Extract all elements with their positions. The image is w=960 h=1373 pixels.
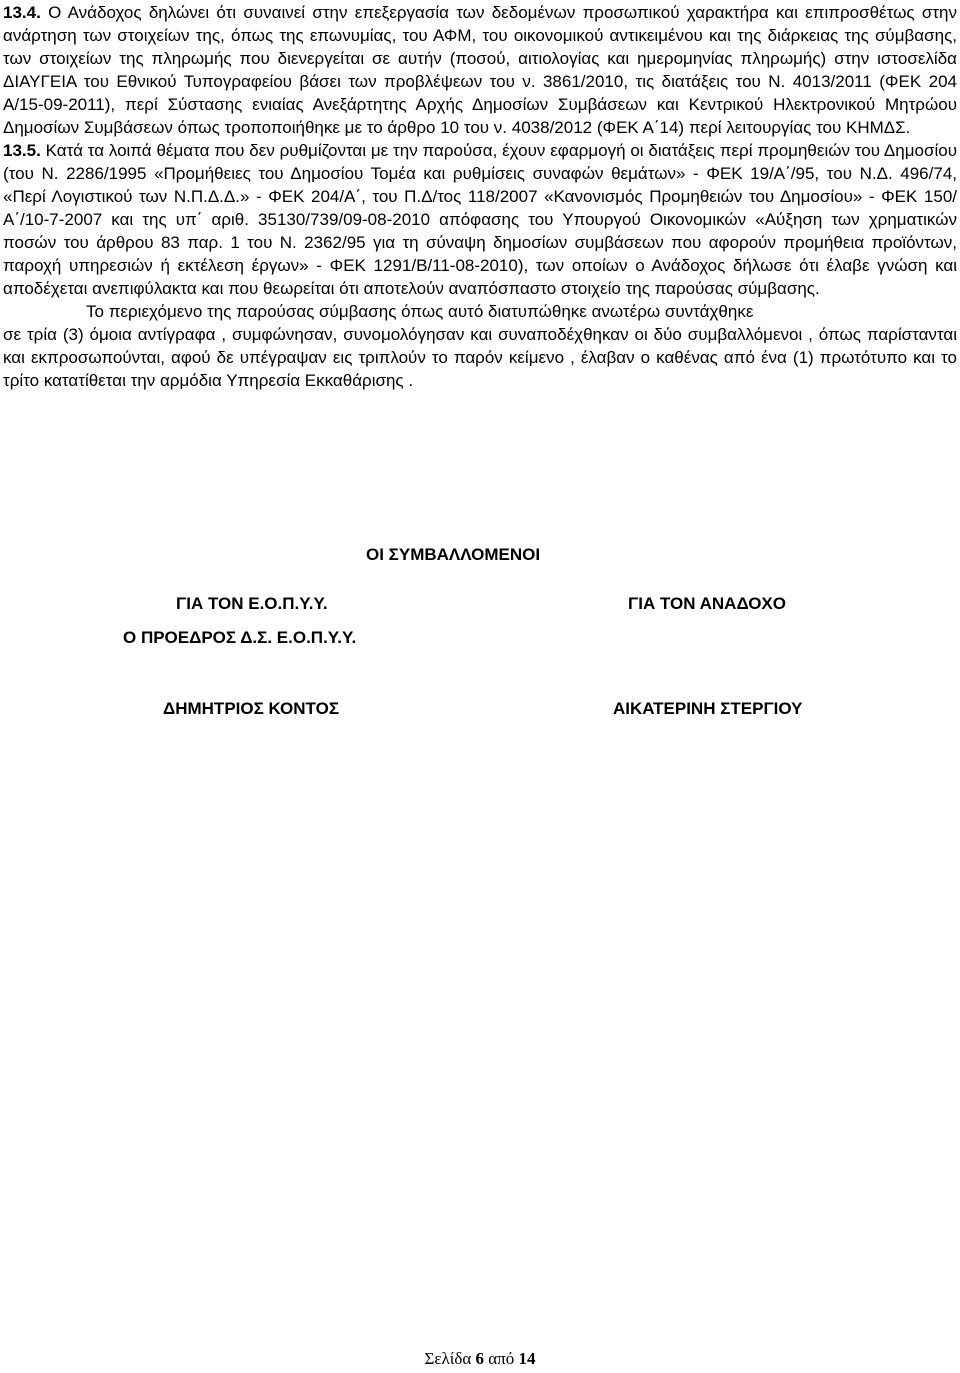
section-13-5 bbox=[3, 140, 957, 300]
left-role: Ο ΠΡΟΕΔΡΟΣ Δ.Σ. Ε.Ο.Π.Υ.Υ. bbox=[123, 628, 357, 647]
footer-of: από bbox=[488, 1349, 515, 1368]
page-footer bbox=[0, 1349, 960, 1369]
left-party: ΓΙΑ ΤΟΝ Ε.Ο.Π.Υ.Υ. bbox=[176, 594, 328, 613]
footer-page-number: 6 bbox=[475, 1349, 485, 1368]
closing-first-line: Το περιεχόμενο της παρούσας σύμβασης όπως αυτό διατυπώθηκε ανωτέρω συντάχθηκε bbox=[86, 301, 754, 321]
section-number: 13.5. bbox=[3, 141, 41, 161]
body-text bbox=[3, 2, 957, 392]
section-text: Ο Ανάδοχος δηλώνει ότι συναινεί στην επεξεργασία των δεδομένων προσωπικού χαρακτήρα και επιπροσθέτως στην ανάρτηση των στοιχείων της, όπως της επωνυμίας, του ΑΦΜ, του οικονομικού αντικειμένου και της διάρκειας της σύμβασης, των στοιχείων της πληρωμής που διενεργείται σε αυτήν (ποσού, αιτιολογίας και ημερομηνίας πληρωμής) στην ιστοσελίδα ΔΙΑΥΓΕΙΑ του Εθνικού Τυπογραφείου βάσει των προβλέψεων του ν. 3861/2010, τις διατάξεις του Ν. 4013/2011 (ΦΕΚ 204 Α/15-09-2011), περί Σύστασης ενιαίας Ανεξάρτητης Αρχής Δημοσίων Συμβάσεων και Κεντρικού Ηλεκτρονικού Μητρώου Δημοσίων Συμβάσεων όπως τροποποιήθηκε με το άρθρο 10 του ν. 4038/2012 (ΦΕΚ Α΄14) περί λειτουργίας του ΚΗΜΔΣ. bbox=[3, 3, 957, 137]
right-name: ΑΙΚΑΤΕΡΙΝΗ ΣΤΕΡΓΙΟΥ bbox=[613, 699, 803, 718]
footer-label: Σελίδα bbox=[424, 1349, 472, 1368]
left-name: ΔΗΜΗΤΡΙΟΣ ΚΟΝΤΟΣ bbox=[163, 699, 340, 718]
section-text: Κατά τα λοιπά θέματα που δεν ρυθμίζονται με την παρούσα, έχουν εφαρμογή οι διατάξεις περί προμηθειών του Δημοσίου (του Ν. 2286/1995 «Προμήθειες του Δημοσίου Τομέα και ρυθμίσεις συναφών θεμάτων» - ΦΕΚ 19/Α΄/95, του Ν.Δ. 496/74, «Περί Λογιστικού των Ν.Π.Δ.Δ.» - ΦΕΚ 204/Α΄, του Π.Δ/τος 118/2007 «Κανονισμός Προμηθειών του Δημοσίου» - ΦΕΚ 150/Α΄/10-7-2007 και της υπ΄ αριθ. 35130/739/09-08-2010 απόφασης του Υπουργού Οικονομικών «Αύξηση των χρηματικών ποσών του άρθρου 83 παρ. 1 του Ν. 2362/95 για τη σύναψη δημοσίων συμβάσεων που αφορούν προμήθεια προϊόντων, παροχή υπηρεσιών ή εκτέλεση έργων» - ΦΕΚ 1291/Β/11-08-2010), των οποίων ο Ανάδοχος δήλωσε ότι έλαβε γνώση και αποδέχεται ανεπιφύλακτα και που θεωρείται ότι αποτελούν αναπόσπαστο στοιχείο της παρούσας σύμβασης. bbox=[3, 141, 957, 298]
right-party: ΓΙΑ ΤΟΝ ΑΝΑΔΟΧΟ bbox=[628, 594, 786, 613]
closing-paragraph: σε τρία (3) όμοια αντίγραφα , συμφώνησαν, συνομολόγησαν και συναποδέχθηκαν οι δύο συμβαλλόμενοι , όπως παρίστανται και εκπροσωπούνται, αφού δε υπέγραψαν εις τριπλούν το παρόν κείμενο , έλαβαν ο καθένας από ένα (1) πρωτότυπο και το τρίτο κατατίθεται την αρμόδια Υπηρεσία Εκκαθάρισης . bbox=[3, 324, 957, 390]
footer-total-pages: 14 bbox=[518, 1349, 536, 1368]
signatories-heading: ΟΙ ΣΥΜΒΑΛΛΟΜΕΝΟΙ bbox=[366, 545, 541, 564]
section-number: 13.4. bbox=[3, 3, 41, 22]
section-13-4 bbox=[3, 2, 957, 139]
